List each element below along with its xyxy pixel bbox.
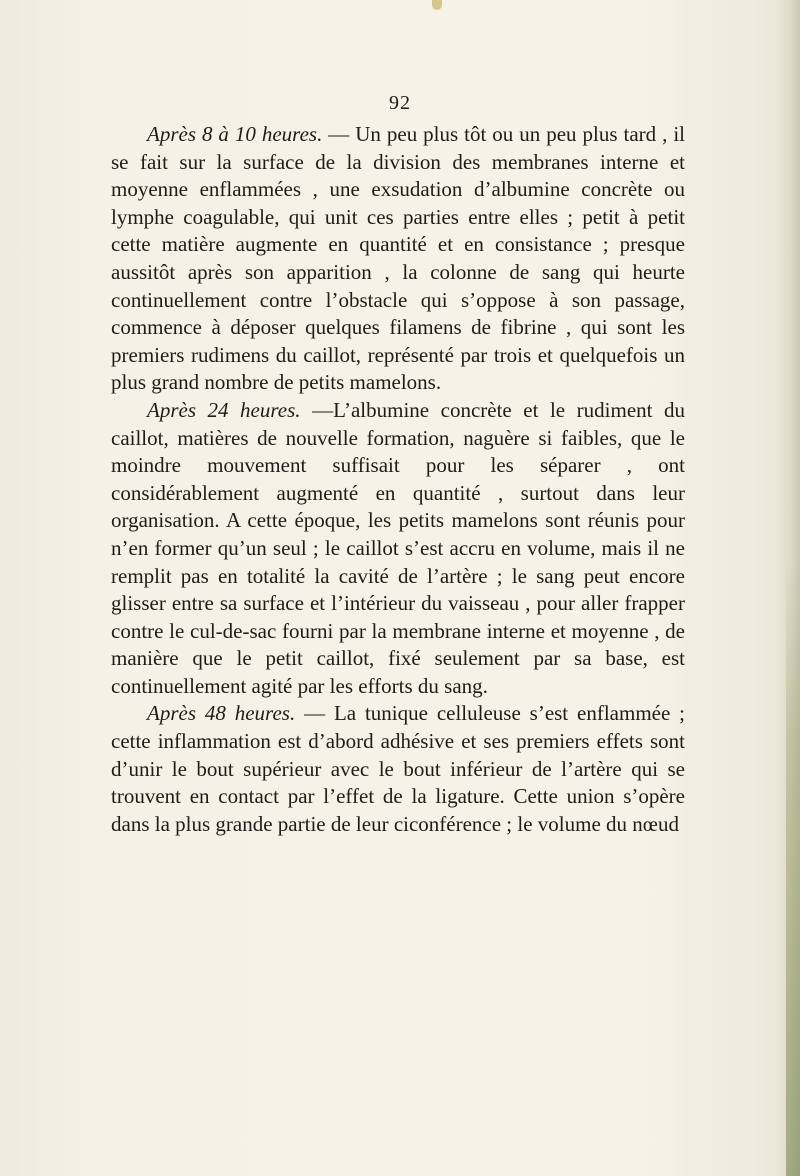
paragraph-lead: Après 8 à 10 heures. [147,122,323,146]
paragraph-after-8-10-hours [111,121,685,397]
paragraph-body: — La tunique celluleuse s’est enflammée ; cette inflammation est d’abord adhésive et ses premiers effets sont d’unir le bout supérieur avec le bout inférieur de l’artère qui se trouvent en contact par l’effet de la ligature. Cette union s’opère dans la plus grande partie de leur ciconférence ; le volume du nœud [111,701,685,836]
paper-mark [432,0,442,10]
paragraph-lead: Après 48 heures. [147,701,296,726]
paragraph-lead: Après 24 heures. [147,397,301,422]
body-text [111,121,685,838]
paragraph-after-48-hours [111,700,685,838]
paragraph-body: — Un peu plus tôt ou un peu plus tard , il se fait sur la surface de la division des membranes interne et moyenne enflammées , une exsudation d’albumine concrète ou lymphe coagulable, qui unit ces parties entre elles ; petit à petit cette matière augmente en quantité et en consistance ; presque aussitôt après son apparition , la colonne de sang qui heurte continuellement contre l’obstacle qui s’oppose à son passage, commence à déposer quelques filamens de fibrine , qui sont les premiers rudimens du caillot, représenté par trois et quelquefois un plus grand nombre de petits mamelons. [111,122,685,395]
page-edge-stain [786,560,800,1176]
paragraph-after-24-hours [111,397,685,701]
paragraph-body: —L’albumine concrète et le rudiment du caillot, matières de nouvelle formation, naguère si faibles, que le moindre mouvement suffisait pour les séparer , ont considérablement augmenté en quantité , surtout dans leur organisation. A cette époque, les petits mamelons sont réunis pour n’en former qu’un seul ; le caillot s’est accru en volume, mais il ne remplit pas en totalité la cavité de l’artère ; le sang peut encore glisser entre sa surface et l’intérieur du vaisseau , pour aller frapper contre le cul-de-sac fourni par la membrane interne et moyenne , de manière que le petit caillot, fixé seulement par sa base, est continuellement agité par les efforts du sang. [111,397,686,698]
page-number: 92 [389,92,411,114]
